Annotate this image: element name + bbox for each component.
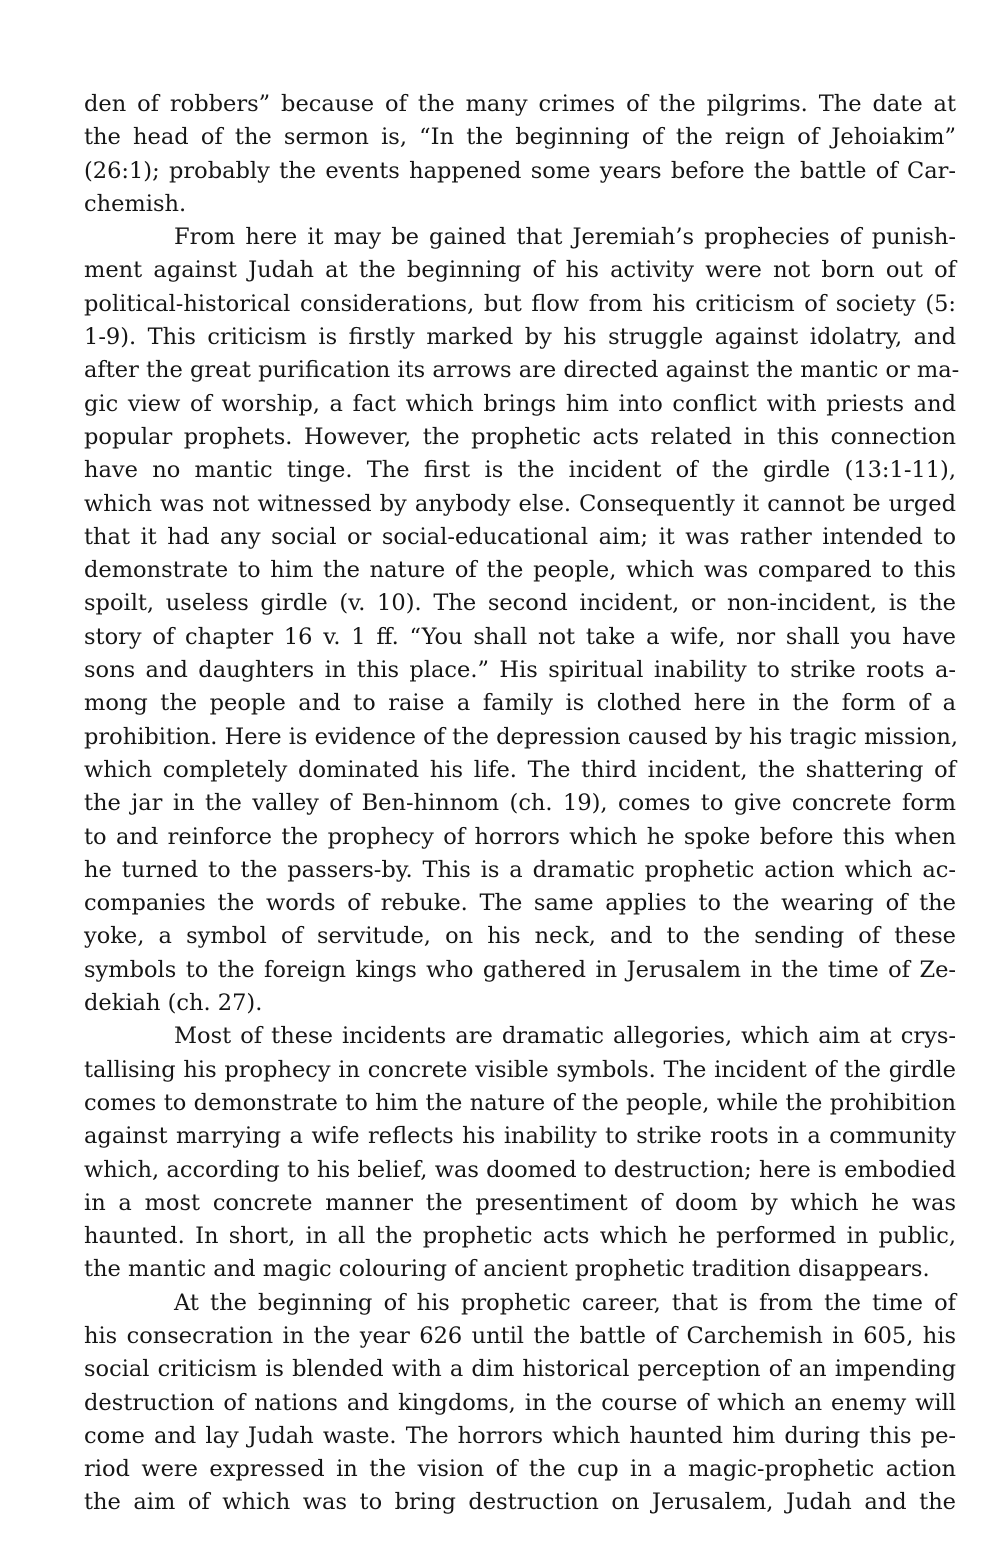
text-line: political-historical considerations, but flow from his criticism of society (5:	[84, 290, 956, 317]
text-line: which, according to his belief, was doomed to destruction; here is embodied	[84, 1156, 956, 1183]
text-line: the jar in the valley of Ben-hinnom (ch. 19), comes to give concrete form	[84, 790, 956, 817]
text-line: mong the people and to raise a family is clothed here in the form of a	[84, 690, 956, 717]
text-line: his consecration in the year 626 until the battle of Carchemish in 605, his	[84, 1322, 956, 1349]
text-line: social criticism is blended with a dim historical perception of an impending	[84, 1356, 956, 1383]
text-line: demonstrate to him the nature of the people, which was compared to this	[84, 557, 956, 584]
text-line: after the great purification its arrows are directed against the mantic or ma-	[84, 357, 960, 384]
text-line: in a most concrete manner the presentiment of doom by which he was	[84, 1189, 956, 1216]
paragraph-4	[84, 1287, 956, 1520]
text-line: tallising his prophecy in concrete visible symbols. The incident of the girdle	[84, 1056, 956, 1083]
text-line: come and lay Judah waste. The horrors which haunted him during this pe-	[84, 1422, 956, 1449]
text-line: dekiah (ch. 27).	[84, 990, 263, 1017]
text-line: the head of the sermon is, “In the beginning of the reign of Jehoiakim”	[84, 124, 956, 151]
text-line: yoke, a symbol of servitude, on his neck, and to the sending of these	[84, 923, 956, 950]
paragraph-2	[84, 221, 960, 1020]
text-line: to and reinforce the prophecy of horrors which he spoke before this when	[84, 823, 956, 850]
text-line: At the beginning of his prophetic career, that is from the time of	[174, 1289, 956, 1316]
text-line: den of robbers” because of the many crimes of the pilgrims. The date at	[84, 91, 956, 117]
paragraph-1	[84, 88, 956, 221]
text-line: which completely dominated his life. The third incident, the shattering of	[84, 756, 956, 783]
text-line: Most of these incidents are dramatic allegories, which aim at crys-	[174, 1023, 956, 1050]
text-line: prohibition. Here is evidence of the depression caused by his tragic mission,	[84, 723, 958, 750]
text-line: symbols to the foreign kings who gathered in Jerusalem in the time of Ze-	[84, 956, 956, 983]
text-line: comes to demonstrate to him the nature of the people, while the prohibition	[84, 1089, 956, 1116]
text-line: popular prophets. However, the prophetic acts related in this connection	[84, 423, 956, 450]
text-line: story of chapter 16 v. 1 ff. “You shall not take a wife, nor shall you have	[84, 623, 956, 650]
text-line: the mantic and magic colouring of ancient prophetic tradition disappears.	[84, 1256, 930, 1283]
text-line: have no mantic tinge. The first is the incident of the girdle (13:1-11),	[84, 457, 956, 484]
paragraph-3	[84, 1020, 956, 1286]
text-line: (26:1); probably the events happened some years before the battle of Car-	[84, 157, 956, 184]
text-line: chemish.	[84, 190, 187, 217]
text-line: the aim of which was to bring destruction on Jerusalem, Judah and the	[84, 1489, 956, 1516]
page-body	[84, 88, 960, 1520]
text-line: ment against Judah at the beginning of his activity were not born out of	[84, 257, 956, 284]
text-line: spoilt, useless girdle (v. 10). The second incident, or non-incident, is the	[84, 590, 956, 617]
text-line: haunted. In short, in all the prophetic acts which he performed in public,	[84, 1223, 956, 1250]
text-line: From here it may be gained that Jeremiah’s prophecies of punish-	[174, 224, 956, 251]
text-line: riod were expressed in the vision of the cup in a magic-prophetic action	[84, 1456, 956, 1483]
text-line: 1-9). This criticism is firstly marked by his struggle against idolatry, and	[84, 324, 956, 351]
text-line: he turned to the passers-by. This is a dramatic prophetic action which ac-	[84, 856, 956, 883]
text-line: that it had any social or social-educational aim; it was rather intended to	[84, 523, 956, 550]
text-line: destruction of nations and kingdoms, in the course of which an enemy will	[84, 1389, 956, 1416]
text-line: sons and daughters in this place.” His spiritual inability to strike roots a-	[84, 657, 956, 684]
text-line: companies the words of rebuke. The same applies to the wearing of the	[84, 890, 956, 917]
text-line: which was not witnessed by anybody else. Consequently it cannot be urged	[84, 490, 956, 517]
text-line: against marrying a wife reflects his inability to strike roots in a community	[84, 1123, 956, 1150]
text-line: gic view of worship, a fact which brings him into conflict with priests and	[84, 390, 956, 417]
